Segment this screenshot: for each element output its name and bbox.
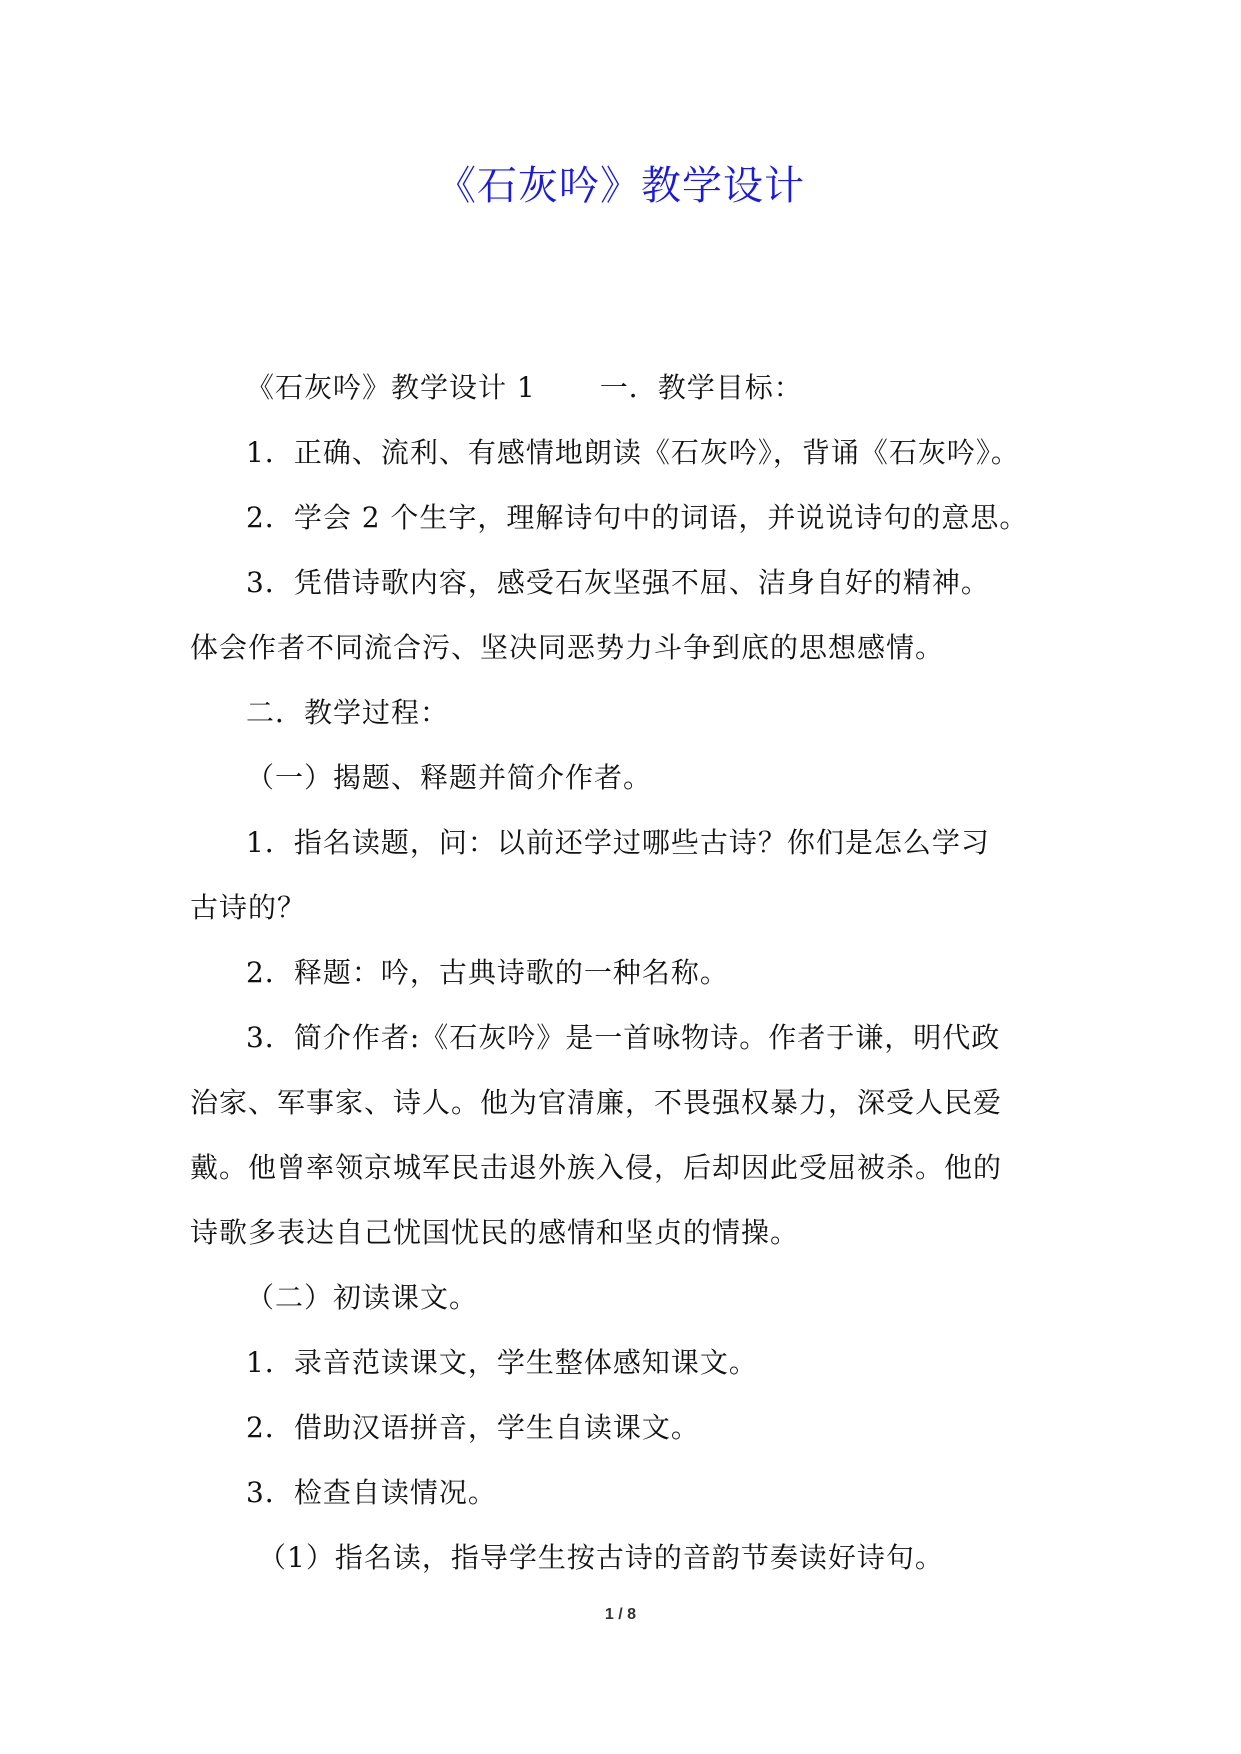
paragraph-line: 2．借助汉语拼音，学生自读课文。 [246,1411,700,1444]
paragraph-line: 1．录音范读课文，学生整体感知课文。 [246,1346,758,1379]
section-heading: 一．教学目标： [599,371,803,404]
paragraph-line: 古诗的？ [190,891,307,924]
paragraph-line: 诗歌多表达自己忧国忧民的感情和坚贞的情操。 [190,1216,800,1249]
section-heading: 二．教学过程： [246,696,450,729]
paragraph-line [190,355,1070,420]
paragraph-line: 1．指名读题，问：以前还学过哪些古诗？你们是怎么学习 [246,826,990,859]
page-number: 1 / 8 [604,1606,637,1623]
paragraph-line: 1．正确、流利、有感情地朗读《石灰吟》，背诵《石灰吟》。 [246,436,1020,469]
paragraph-line: （1）指名读，指导学生按古诗的音韵节奏读好诗句。 [258,1541,944,1574]
section-heading: （一）揭题、释题并简介作者。 [246,761,653,794]
paragraph-line: 治家、军事家、诗人。他为官清廉，不畏强权暴力，深受人民爱 [190,1086,1003,1119]
document-body [190,355,1070,1590]
paragraph-line: 3．简介作者:《石灰吟》是一首咏物诗。作者于谦，明代政 [246,1021,1001,1054]
section-heading: （二）初读课文。 [246,1281,479,1314]
paragraph-line: 3．凭借诗歌内容，感受石灰坚强不屈、洁身自好的精神。 [246,566,990,599]
document-title: 《石灰吟》教学设计 [436,163,805,209]
paragraph-line: 3．检查自读情况。 [246,1476,497,1509]
paragraph-line: 2．释题：吟，古典诗歌的一种名称。 [246,956,729,989]
paragraph-line: 戴。他曾率领京城军民击退外族入侵，后却因此受屈被杀。他的 [190,1151,1003,1184]
paragraph-line: 体会作者不同流合污、坚决同恶势力斗争到底的思想感情。 [190,631,945,664]
section-heading: 《石灰吟》教学设计 1 [246,371,536,404]
paragraph-line: 2．学会 2 个生字，理解诗句中的词语，并说说诗句的意思。 [246,501,1029,534]
